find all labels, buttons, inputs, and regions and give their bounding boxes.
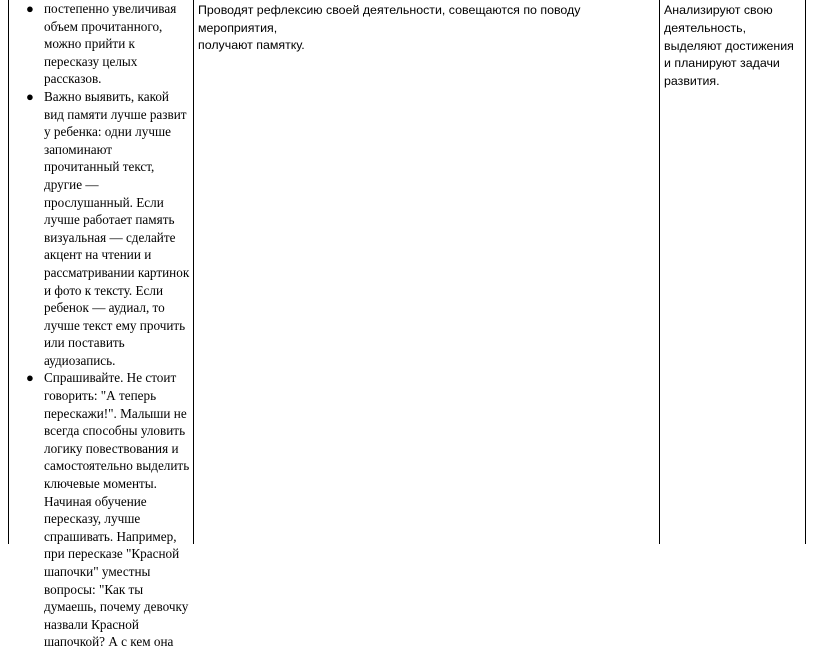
list-item-text: Важно выявить, какой вид памяти лучше развит у ребенка: одни лучше запоминают прочитанный текст, другие — прослушанный. Если лучше работает память визуальная — сделайте акцент на чтении и рассматривании картинок и фото к тексту. Если ребенок — аудиал, то лучше текст ему прочить или поставить аудиозапись. [44, 88, 190, 368]
list-item-text: Спрашивайте. Не стоит говорить: "А теперь перескажи!". Малыши не всегда способны уловить логику повествования и самостоятельно выделить ключевые моменты. Начиная обучение пересказу, лучше спрашивать. Например, при пересказе "Красной шапочки" уместны вопросы: "Как ты думаешь, почему девочку назвали Красной шапочкой? А с кем она [44, 370, 190, 650]
table-border-right [805, 0, 806, 544]
table-cell-outcomes: Анализируют свою деятельность, выделяют достижения и планируют задачи развития. [664, 3, 794, 89]
table-border-left [8, 0, 9, 544]
bullet-icon: ● [26, 88, 34, 104]
list-item [26, 369, 196, 651]
table-cell-tips [26, 0, 196, 651]
list-item [26, 88, 196, 370]
bullet-icon: ● [26, 370, 34, 386]
bullet-icon: ● [26, 1, 34, 16]
table-divider-2 [659, 0, 660, 544]
list-item [26, 0, 196, 88]
table-cell-student-activity: Проводят рефлексию своей деятельности, совещаются по поводу мероприятия, получают памятку. [198, 3, 581, 53]
list-item-text: постепенно увеличивая объем прочитанного, можно прийти к пересказу целых рассказов. [44, 1, 177, 87]
tips-list [26, 0, 196, 651]
